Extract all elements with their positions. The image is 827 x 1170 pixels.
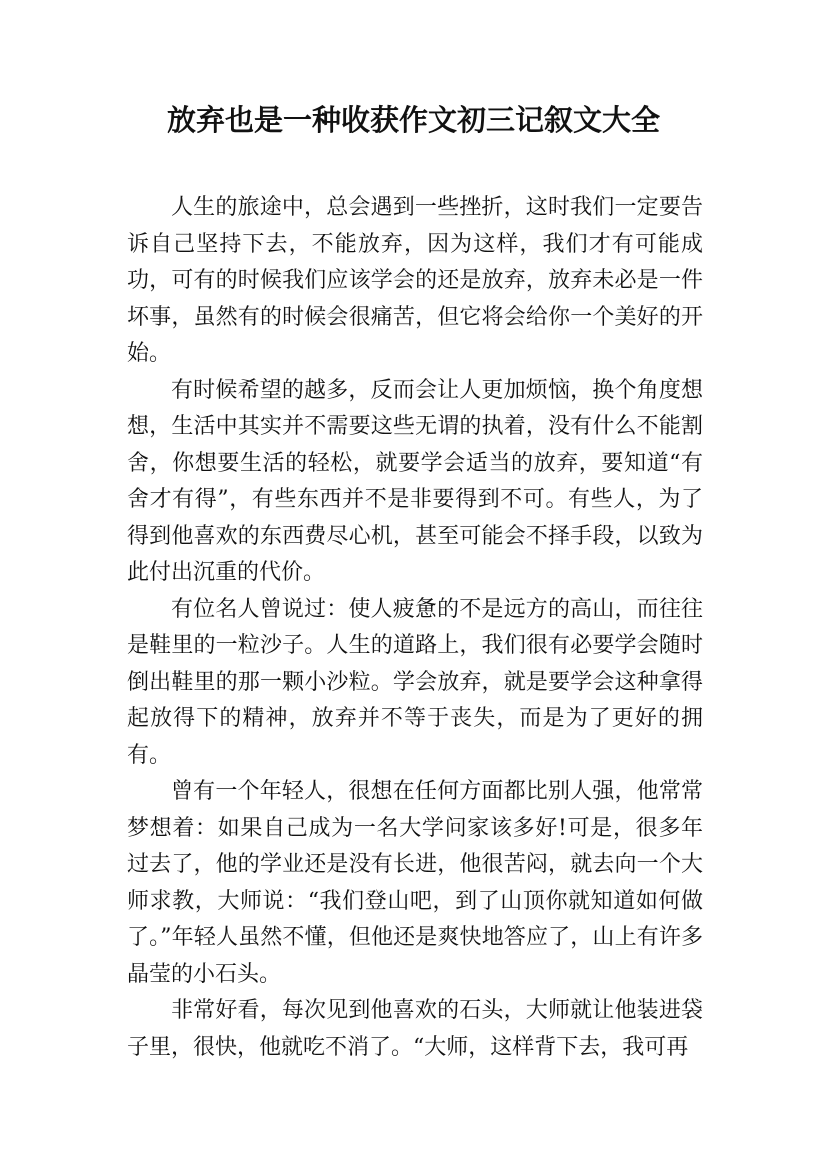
paragraph: 人生的旅途中，总会遇到一些挫折，这时我们一定要告诉自己坚持下去，不能放弃，因为这样，我们才有可能成功，可有的时候我们应该学会的还是放弃，放弃未必是一件坏事，虽然有的时候会很痛苦，但它将会给你一个美好的开始。 bbox=[127, 195, 703, 366]
paragraph: 曾有一个年轻人，很想在任何方面都比别人强，他常常梦想着：如果自己成为一名大学问家该多好!可是，很多年过去了，他的学业还是没有长进，他很苦闷，就去向一个大师求教，大师说：“我们登山吧，到了山顶你就知道如何做了。”年轻人虽然不懂，但他还是爽快地答应了，山上有许多晶莹的小石头。 bbox=[127, 779, 703, 987]
paragraph: 有时候希望的越多，反而会让人更加烦恼，换个角度想想，生活中其实并不需要这些无谓的执着，没有什么不能割舍，你想要生活的轻松，就要学会适当的放弃，要知道“有舍才有得”，有些东西并不是非要得到不可。有些人，为了得到他喜欢的东西费尽心机，甚至可能会不择手段，以致为此付出沉重的代价。 bbox=[127, 377, 703, 585]
document-body bbox=[127, 190, 703, 1066]
paragraph: 有位名人曾说过：使人疲惫的不是远方的高山，而往往是鞋里的一粒沙子。人生的道路上，我们很有必要学会随时倒出鞋里的那一颗小沙粒。学会放弃，就是要学会这种拿得起放得下的精神，放弃并不等于丧失，而是为了更好的拥有。 bbox=[127, 596, 703, 768]
paragraph: 非常好看，每次见到他喜欢的石头，大师就让他装进袋子里，很快，他就吃不消了。“大师，这样背下去，我可再 bbox=[127, 998, 703, 1060]
document-title: 放弃也是一种收获作文初三记叙文大全 bbox=[166, 103, 660, 137]
